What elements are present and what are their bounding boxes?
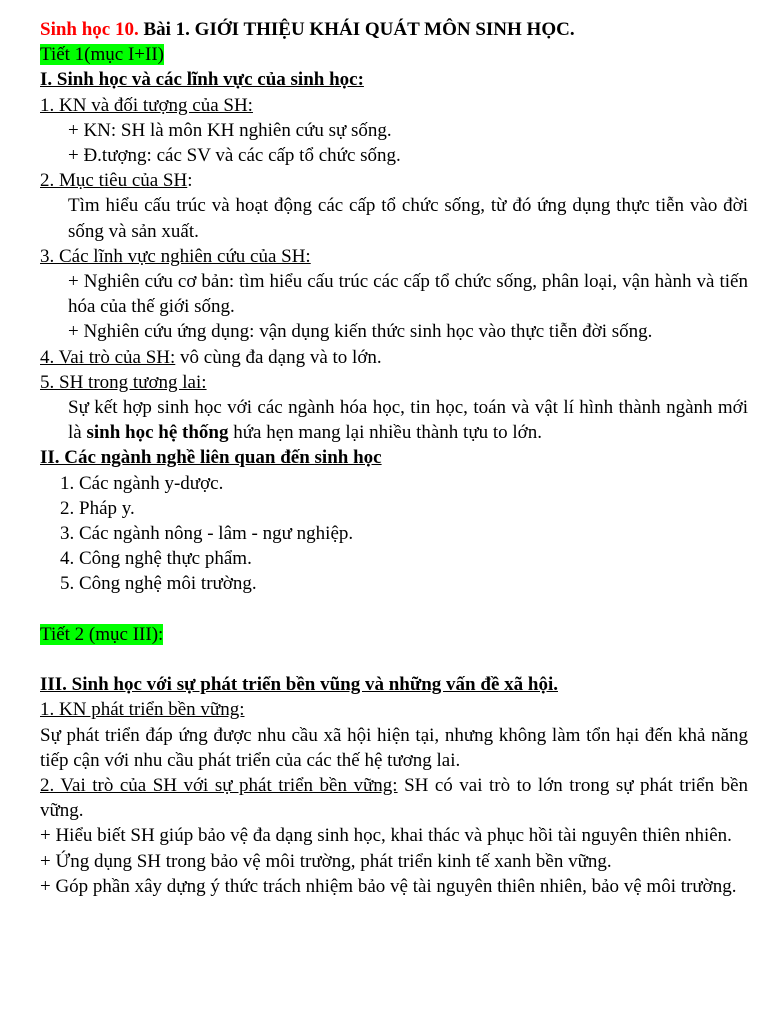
s3-item-2-heading: 2. Vai trò của SH với sự phát triển bền vững: [40, 775, 398, 797]
document-body [40, 17, 748, 899]
s1-item-5-heading: 5. SH trong tương lai: [40, 371, 207, 393]
s1-item-2-text: Tìm hiểu cấu trúc và hoạt động các cấp tổ chức sống, từ đó ứng dụng thực tiễn vào đời sống và sản xuất. [68, 195, 748, 242]
document-title [40, 17, 748, 42]
s3-point: + Hiểu biết SH giúp bảo vệ đa dạng sinh học, khai thác và phục hồi tài nguyên thiên nhiên. [40, 825, 732, 847]
spacer [40, 597, 748, 622]
s1-item-4-row [40, 345, 748, 370]
systems-biology-term: sinh học hệ thống [86, 422, 229, 444]
s1-applied-research: + Nghiên cứu ứng dụng: vận dụng kiến thức sinh học vào thực tiễn đời sống. [68, 321, 653, 343]
career-item: 1. Các ngành y-dược. [60, 472, 224, 494]
career-item: 4. Công nghệ thực phẩm. [60, 548, 252, 570]
section-2-heading: II. Các ngành nghề liên quan đến sinh học [40, 447, 382, 469]
s1-item-4-text: vô cùng đa dạng và to lớn. [175, 346, 382, 368]
s1-item-4-heading: 4. Vai trò của SH: [40, 346, 176, 368]
s1-item-2-colon: : [187, 170, 193, 192]
period-1-label: Tiết 1(mục I+II) [40, 44, 164, 66]
s3-item-2-text: SH có vai trò to lớn trong sự phát triển bền vững. [40, 775, 748, 822]
section-3-heading: III. Sinh học với sự phát triển bền vũng và những vấn đề xã hội. [40, 674, 558, 696]
s1-item-3-heading: 3. Các lĩnh vực nghiên cứu của SH: [40, 245, 311, 267]
period-2-row [40, 622, 748, 647]
s1-item-2-heading: 2. Mục tiêu của SH [40, 170, 188, 192]
s3-item-1-heading: 1. KN phát triển bền vững: [40, 699, 245, 721]
section-1-heading: I. Sinh học và các lĩnh vực của sinh học: [40, 69, 364, 91]
s1-basic-research: + Nghiên cứu cơ bản: tìm hiểu cấu trúc các cấp tổ chức sống, phân loại, vận hành và tiến hóa của thế giới sống. [68, 271, 748, 318]
s3-item-2-row [40, 773, 748, 823]
s3-point: + Ứng dụng SH trong bảo vệ môi trường, phát triển kinh tế xanh bền vững. [40, 850, 612, 872]
s1-doituong-text: + Đ.tượng: các SV và các cấp tổ chức sống. [68, 145, 401, 167]
period-2-label: Tiết 2 (mục III): [40, 623, 164, 645]
career-item: 2. Pháp y. [60, 497, 135, 519]
spacer [40, 647, 748, 672]
s1-item-1-heading: 1. KN và đối tượng của SH: [40, 94, 253, 116]
s1-item-5-before: Sự kết hợp sinh học với các ngành hóa học, tin học, toán và vật lí hình thành ngành mới là [68, 397, 748, 444]
s1-item-5-after: hứa hẹn mang lại nhiều thành tựu to lớn. [228, 422, 542, 444]
career-item: 5. Công nghệ môi trường. [60, 573, 257, 595]
period-1-row [40, 42, 748, 67]
s1-item-5-text [40, 395, 748, 445]
s1-kn-text: + KN: SH là môn KH nghiên cứu sự sống. [68, 119, 392, 141]
s3-point: + Góp phần xây dựng ý thức trách nhiệm bảo vệ tài nguyên thiên nhiên, bảo vệ môi trường. [40, 875, 737, 897]
lesson-title: Bài 1. GIỚI THIỆU KHÁI QUÁT MÔN SINH HỌC. [138, 19, 575, 40]
s3-item-1-text: Sự phát triển đáp ứng được nhu cầu xã hội hiện tại, nhưng không làm tổn hại đến khả năng tiếp cận với nhu cầu phát triển của các thế hệ tương lai. [40, 724, 748, 771]
s1-item-2-row [40, 168, 748, 193]
subject-label: Sinh học 10. [40, 19, 139, 40]
career-item: 3. Các ngành nông - lâm - ngư nghiệp. [60, 523, 354, 545]
